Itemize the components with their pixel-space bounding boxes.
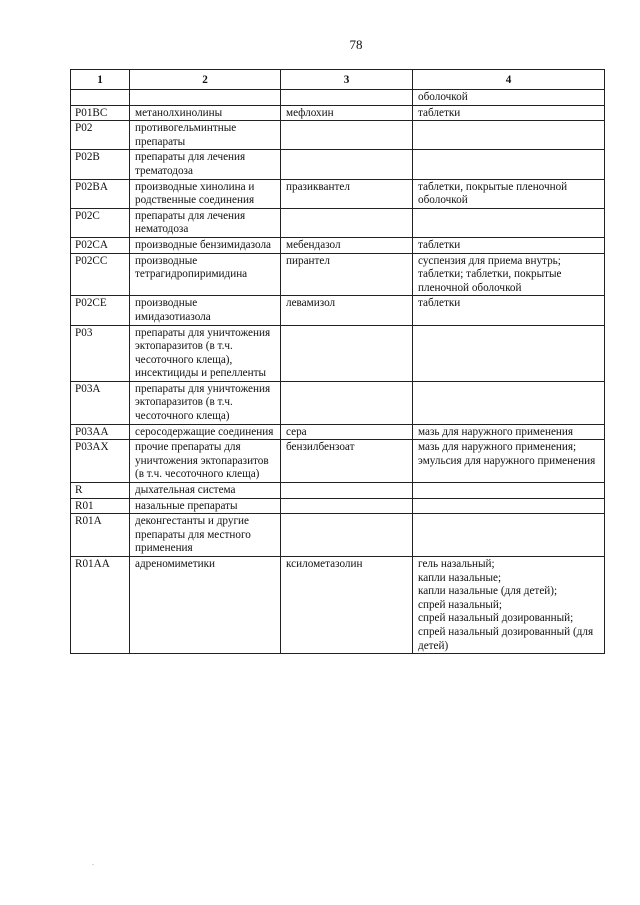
- medicinal-substance-cell: мефлохин: [281, 105, 413, 121]
- table-row: [71, 424, 605, 440]
- medicinal-substance-cell: [281, 150, 413, 179]
- anatomical-therapeutic-chemical-group-cell: деконгестанты и другие препараты для местного применения: [130, 514, 281, 557]
- anatomical-therapeutic-chemical-group-cell: прочие препараты для уничтожения эктопаразитов (в т.ч. чесоточного клеща): [130, 440, 281, 483]
- dosage-form-line: мазь для наружного применения;: [418, 441, 577, 454]
- dosage-forms-cell: [413, 424, 605, 440]
- medicinal-substance-cell: [281, 208, 413, 237]
- dosage-forms-cell: [413, 296, 605, 325]
- table-row: [71, 514, 605, 557]
- dosage-form-line: капли назальные (для детей);: [418, 585, 558, 598]
- column-header-1: 1: [71, 70, 130, 90]
- table-row: [71, 208, 605, 237]
- dosage-forms-cell: [413, 557, 605, 654]
- table-header-row: [71, 70, 605, 90]
- anatomical-therapeutic-chemical-group-cell: препараты для лечения нематодоза: [130, 208, 281, 237]
- anatomical-therapeutic-chemical-group-cell: назальные препараты: [130, 498, 281, 514]
- table-row: [71, 381, 605, 424]
- atc-code-cell: [71, 90, 130, 106]
- atc-code-cell: P03A: [71, 381, 130, 424]
- atc-code-cell: P03: [71, 325, 130, 381]
- column-header-4: 4: [413, 70, 605, 90]
- dosage-forms-cell: [413, 498, 605, 514]
- anatomical-therapeutic-chemical-group-cell: дыхательная система: [130, 483, 281, 499]
- anatomical-therapeutic-chemical-group-cell: препараты для уничтожения эктопаразитов (в т.ч. чесоточного клеща): [130, 381, 281, 424]
- page-number: 78: [349, 37, 363, 52]
- atc-code-cell: P02C: [71, 208, 130, 237]
- dosage-forms-cell: [413, 514, 605, 557]
- dosage-form-line: спрей назальный;: [418, 598, 503, 611]
- anatomical-therapeutic-chemical-group-cell: [130, 90, 281, 106]
- anatomical-therapeutic-chemical-group-cell: производные хинолина и родственные соединения: [130, 179, 281, 208]
- atc-code-cell: P01BC: [71, 105, 130, 121]
- dosage-form-line: спрей назальный дозированный (для детей): [418, 625, 594, 652]
- drug-classification-table: [70, 69, 605, 654]
- dosage-form-line: таблетки; таблетки, покрытые пленочной оболочкой: [418, 268, 562, 294]
- atc-code-cell: P02B: [71, 150, 130, 179]
- table-row: [71, 557, 605, 654]
- dosage-form-line: суспензия для приема внутрь;: [418, 254, 561, 267]
- dosage-form-line: эмульсия для наружного применения: [418, 454, 596, 467]
- medicinal-substance-cell: бензилбензоат: [281, 440, 413, 483]
- dosage-forms-cell: [413, 440, 605, 483]
- dosage-form-line: таблетки, покрытые пленочной оболочкой: [418, 180, 568, 207]
- atc-code-cell: R01AA: [71, 557, 130, 654]
- dosage-forms-cell: [413, 90, 605, 106]
- anatomical-therapeutic-chemical-group-cell: серосодержащие соединения: [130, 424, 281, 440]
- atc-code-cell: P02CA: [71, 237, 130, 253]
- table-row: [71, 105, 605, 121]
- dosage-form-line: мазь для наружного применения: [418, 425, 574, 438]
- dosage-forms-cell: [413, 381, 605, 424]
- medicinal-substance-cell: [281, 90, 413, 106]
- table-row: [71, 179, 605, 208]
- table-row: [71, 121, 605, 150]
- dosage-form-line: таблетки: [418, 106, 461, 119]
- table-row: [71, 498, 605, 514]
- dosage-forms-cell: [413, 253, 605, 296]
- anatomical-therapeutic-chemical-group-cell: препараты для лечения трематодоза: [130, 150, 281, 179]
- medicinal-substance-cell: [281, 325, 413, 381]
- table-body: [71, 90, 605, 654]
- anatomical-therapeutic-chemical-group-cell: метанолхинолины: [130, 105, 281, 121]
- anatomical-therapeutic-chemical-group-cell: адреномиметики: [130, 557, 281, 654]
- table-row: [71, 440, 605, 483]
- atc-code-cell: R: [71, 483, 130, 499]
- anatomical-therapeutic-chemical-group-cell: производные имидазотиазола: [130, 296, 281, 325]
- footer-mark: .: [92, 858, 94, 867]
- atc-code-cell: R01A: [71, 514, 130, 557]
- atc-code-cell: P02BA: [71, 179, 130, 208]
- dosage-form-line: оболочкой: [418, 91, 468, 103]
- dosage-form-line: спрей назальный дозированный;: [418, 612, 574, 625]
- table-row: [71, 237, 605, 253]
- medicinal-substance-cell: мебендазол: [281, 237, 413, 253]
- anatomical-therapeutic-chemical-group-cell: препараты для уничтожения эктопаразитов (в т.ч. чесоточного клеща), инсектициды и репелленты: [130, 325, 281, 381]
- dosage-form-line: капли назальные;: [418, 571, 502, 584]
- medicinal-substance-cell: ксилометазолин: [281, 557, 413, 654]
- medicinal-substance-cell: левамизол: [281, 296, 413, 325]
- dosage-forms-cell: [413, 208, 605, 237]
- anatomical-therapeutic-chemical-group-cell: противогельминтные препараты: [130, 121, 281, 150]
- medicinal-substance-cell: празиквантел: [281, 179, 413, 208]
- table-row: [71, 483, 605, 499]
- table-row: [71, 90, 605, 106]
- medicinal-substance-cell: пирантел: [281, 253, 413, 296]
- anatomical-therapeutic-chemical-group-cell: производные тетрагидропиримидина: [130, 253, 281, 296]
- table-row: [71, 150, 605, 179]
- atc-code-cell: R01: [71, 498, 130, 514]
- table-row: [71, 325, 605, 381]
- medicinal-substance-cell: [281, 498, 413, 514]
- column-header-2: 2: [130, 70, 281, 90]
- dosage-forms-cell: [413, 179, 605, 208]
- medicinal-substance-cell: [281, 381, 413, 424]
- atc-code-cell: P02CC: [71, 253, 130, 296]
- atc-code-cell: P02CE: [71, 296, 130, 325]
- atc-code-cell: P02: [71, 121, 130, 150]
- column-header-3: 3: [281, 70, 413, 90]
- table-row: [71, 253, 605, 296]
- dosage-form-line: таблетки: [418, 238, 461, 251]
- dosage-forms-cell: [413, 325, 605, 381]
- anatomical-therapeutic-chemical-group-cell: производные бензимидазола: [130, 237, 281, 253]
- dosage-forms-cell: [413, 150, 605, 179]
- atc-code-cell: P03AA: [71, 424, 130, 440]
- medicinal-substance-cell: [281, 483, 413, 499]
- medicinal-substance-cell: сера: [281, 424, 413, 440]
- dosage-form-line: таблетки: [418, 297, 461, 310]
- dosage-forms-cell: [413, 237, 605, 253]
- dosage-forms-cell: [413, 483, 605, 499]
- dosage-forms-cell: [413, 121, 605, 150]
- table-row: [71, 296, 605, 325]
- atc-code-cell: P03AX: [71, 440, 130, 483]
- medicinal-substance-cell: [281, 121, 413, 150]
- dosage-form-line: гель назальный;: [418, 558, 495, 570]
- medicinal-substance-cell: [281, 514, 413, 557]
- dosage-forms-cell: [413, 105, 605, 121]
